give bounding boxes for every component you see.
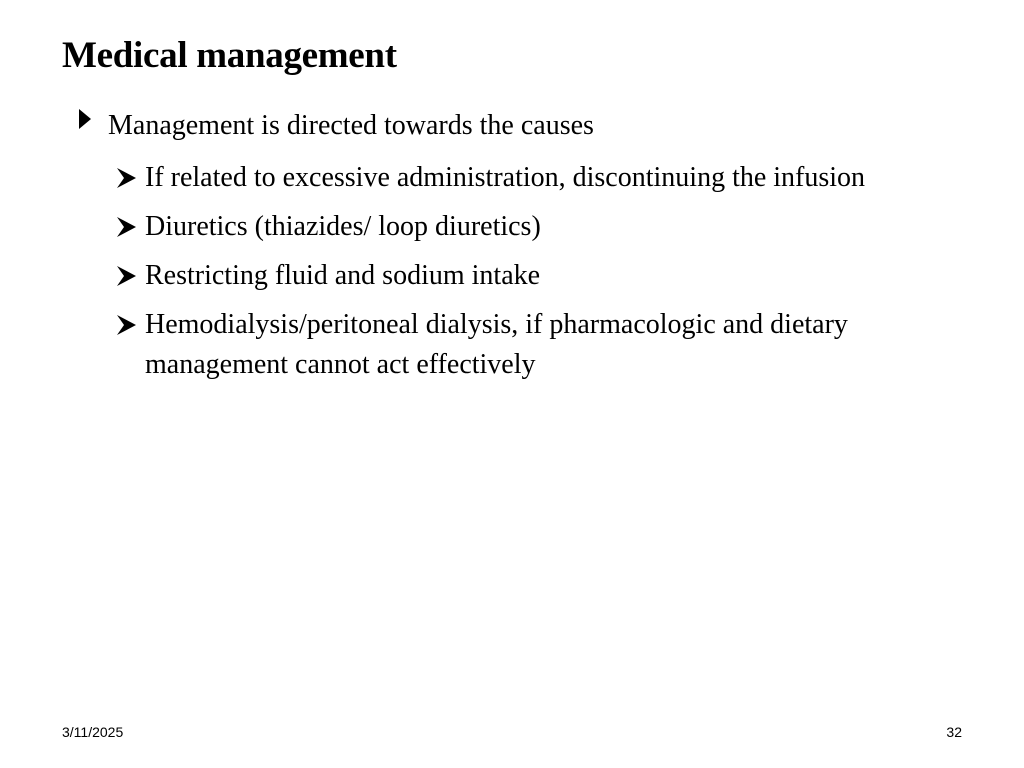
arrowhead-icon [114,256,140,296]
list-item [114,256,914,296]
sub-bullet-text: Hemodialysis/peritoneal dialysis, if pharmacologic and dietary management cannot act effectively [145,309,848,380]
sub-bullet-list [114,158,914,394]
list-item [114,158,914,198]
arrowhead-icon [114,305,140,345]
main-bullet-text: Management is directed towards the causes [108,110,594,141]
list-item [114,305,914,385]
sub-bullet-text: Diuretics (thiazides/ loop diuretics) [145,211,541,242]
sub-bullet-text: If related to excessive administration, discontinuing the infusion [145,162,866,193]
triangle-right-icon [78,106,98,132]
arrowhead-icon [114,207,140,247]
footer-page-number: 32 [946,724,962,740]
list-item [114,207,914,247]
arrowhead-icon [114,158,140,198]
sub-bullet-text: Restricting fluid and sodium intake [145,260,541,291]
slide-title: Medical management [62,35,397,76]
footer-date: 3/11/2025 [62,724,124,740]
